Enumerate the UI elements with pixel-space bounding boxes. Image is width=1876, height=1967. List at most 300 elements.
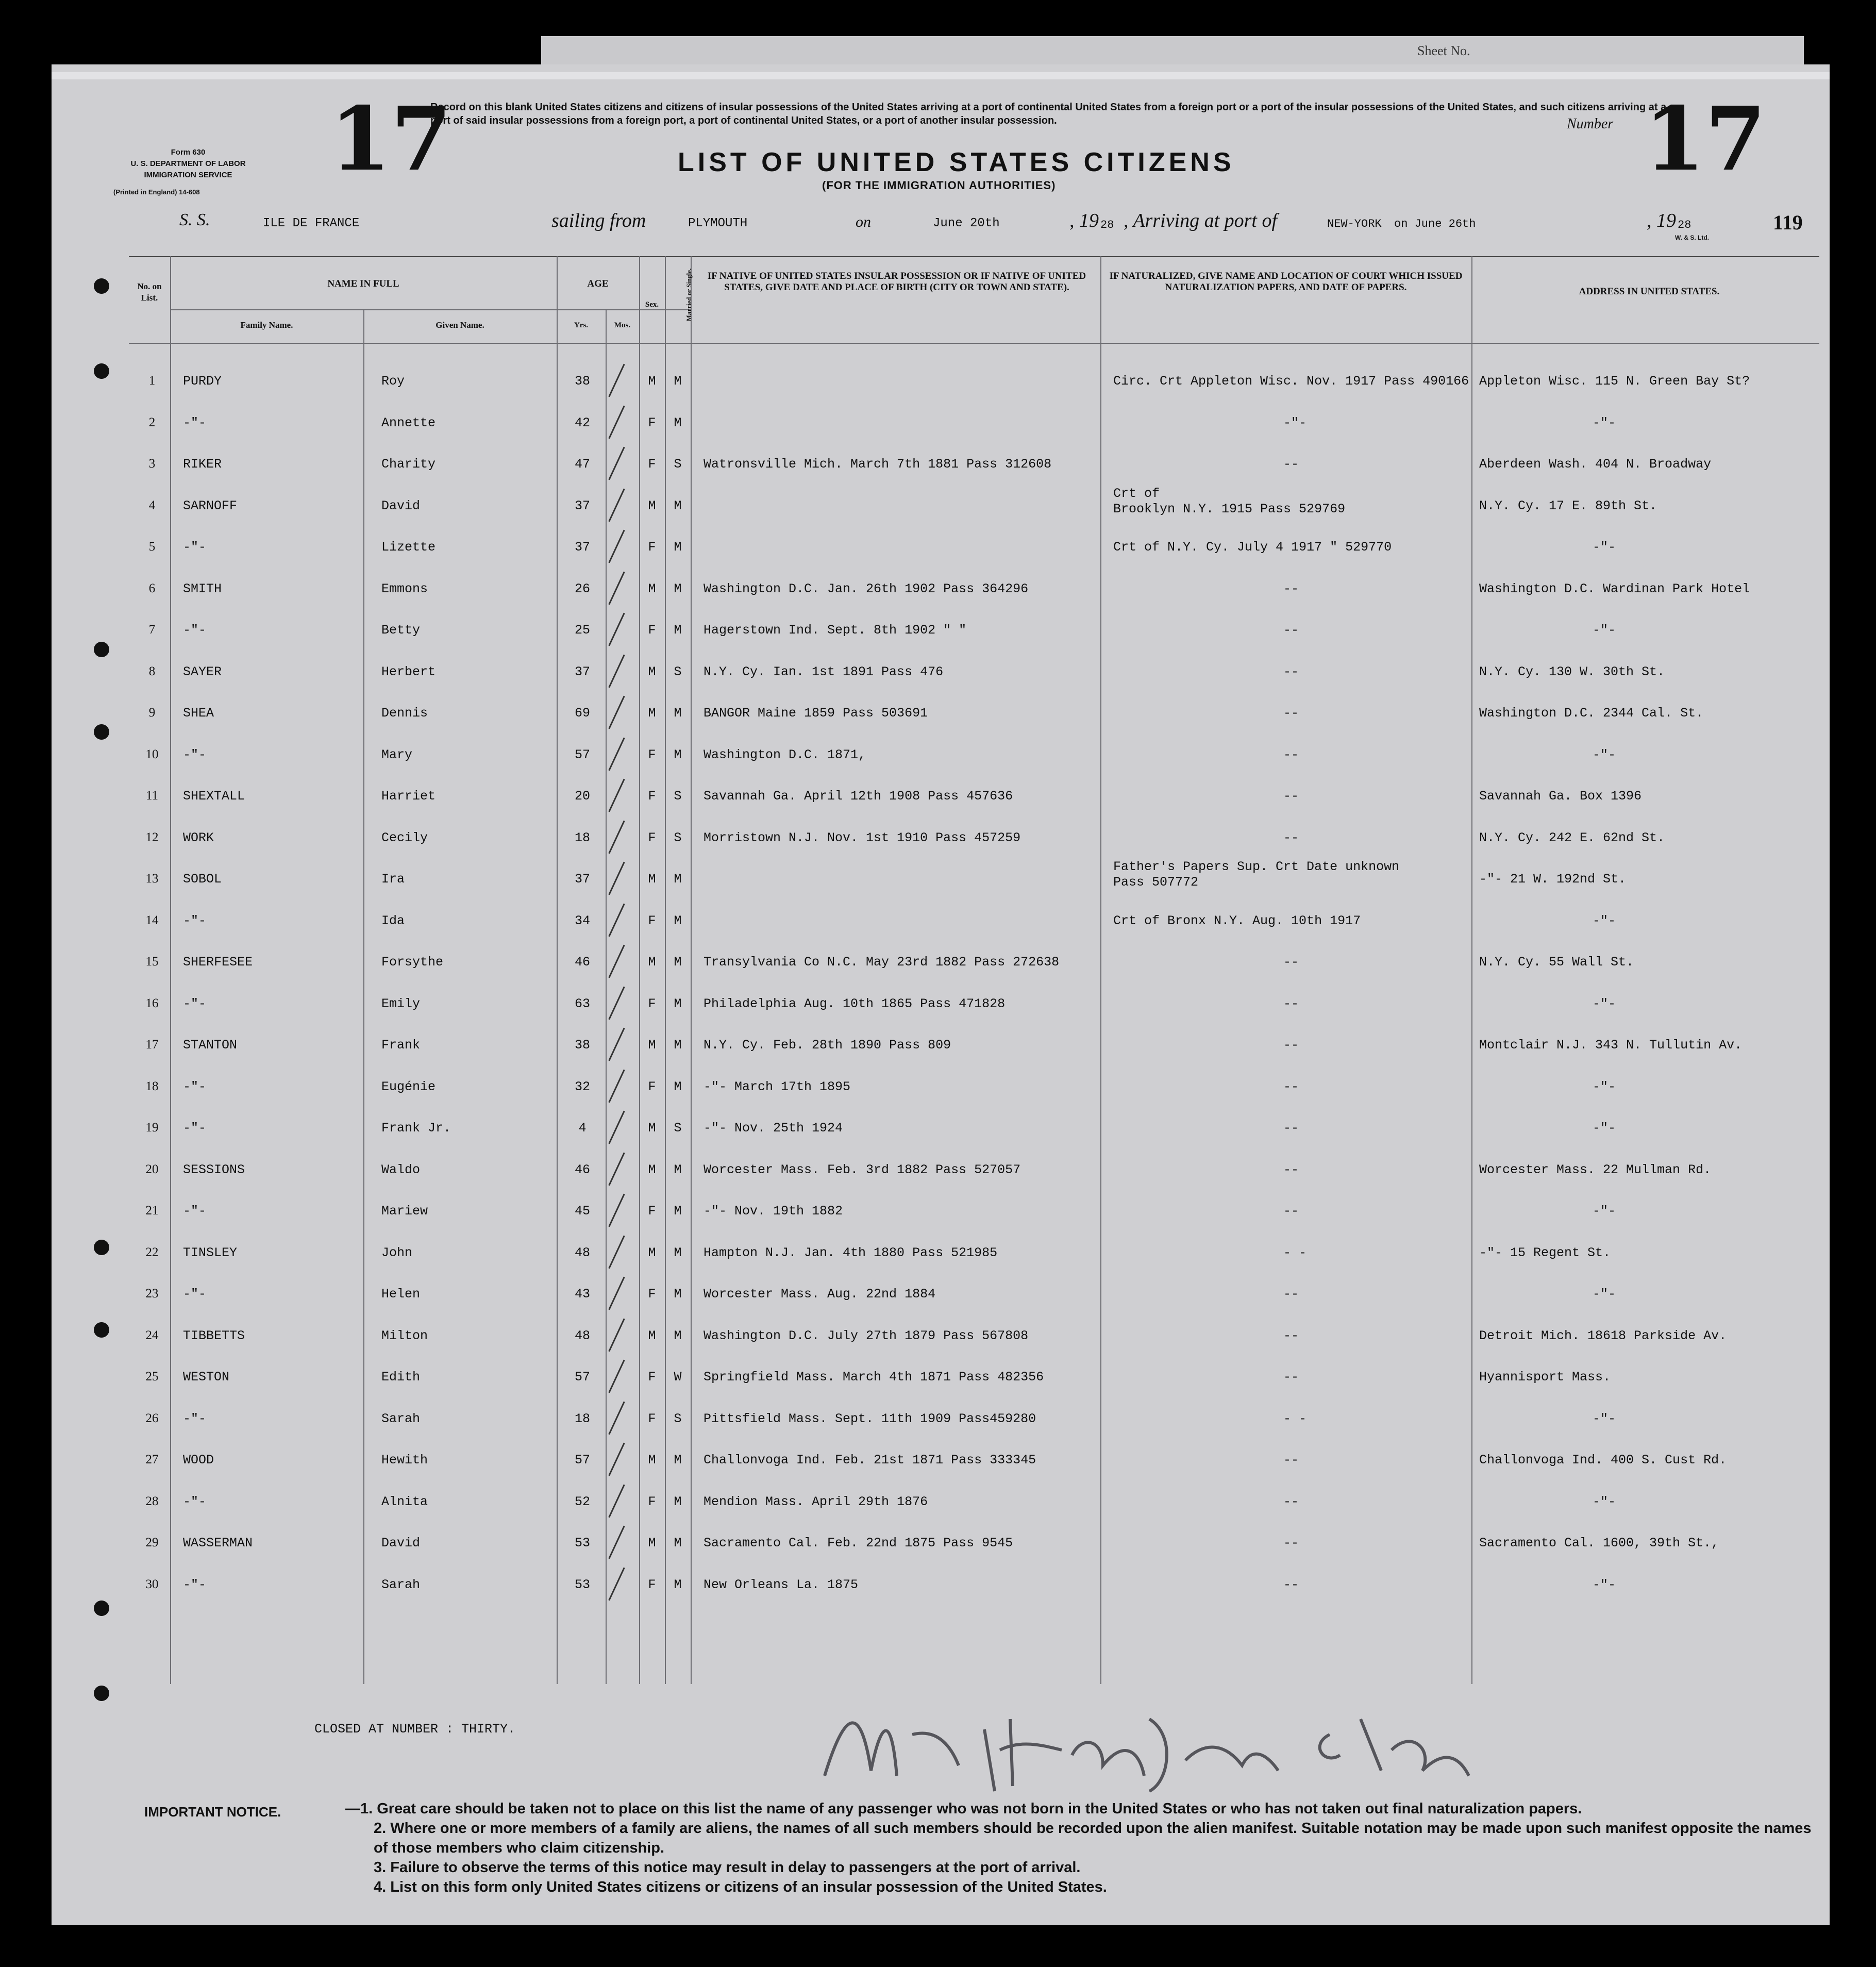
given-name: Cecily [381, 830, 428, 845]
marital-status: M [674, 1577, 682, 1592]
sex: M [648, 1453, 656, 1468]
family-name: -"- [183, 415, 207, 430]
marital-status: S [674, 1411, 682, 1426]
row-number: 4 [148, 498, 156, 512]
marital-status: M [674, 913, 682, 928]
sex: F [648, 1287, 656, 1302]
address: Washington D.C. 2344 Cal. St. [1479, 706, 1704, 721]
age-years: 37 [574, 540, 590, 555]
birth-details: -"- Nov. 25th 1924 [703, 1121, 843, 1136]
table-row [52, 576, 1830, 618]
signature [814, 1688, 1484, 1816]
table-row [52, 1406, 1830, 1447]
sex: M [648, 664, 656, 679]
row-number: 1 [148, 374, 156, 388]
family-name: SOBOL [183, 872, 222, 887]
printed-note: (Printed in England) 14-608 [113, 188, 200, 196]
closed-note: CLOSED AT NUMBER : THIRTY. [314, 1722, 516, 1737]
marital-status: M [674, 498, 682, 513]
check-mark [608, 820, 625, 854]
address: N.Y. Cy. 242 E. 62nd St. [1479, 830, 1665, 845]
sex: F [648, 747, 656, 762]
address: -"- [1593, 623, 1616, 638]
naturalization-details: -- [1283, 1453, 1299, 1468]
row-number: 8 [148, 664, 156, 678]
address: -"- 15 Regent St. [1479, 1245, 1611, 1260]
list-number-right: 17 [1644, 88, 1766, 191]
row-number: 30 [145, 1577, 159, 1591]
naturalization-details: -- [1283, 1162, 1299, 1177]
birth-details: Washington D.C. July 27th 1879 Pass 567808 [703, 1328, 1029, 1343]
col-header-naturalized: IF NATURALIZED, GIVE NAME AND LOCATION OF COURT WHICH ISSUED NATURALIZATION PAPERS, AND DATE OF PAPERS. [1109, 271, 1463, 293]
marital-status: S [674, 789, 682, 804]
age-years: 43 [574, 1287, 590, 1302]
given-name: Roy [381, 374, 405, 389]
check-mark [608, 405, 625, 439]
table-row [52, 1240, 1830, 1281]
naturalization-details: -- [1283, 1204, 1299, 1219]
age-years: 46 [574, 955, 590, 970]
row-number: 2 [148, 415, 156, 429]
marital-status: M [674, 1079, 682, 1094]
age-years: 52 [574, 1494, 590, 1509]
printer-mark: W. & S. Ltd. [1675, 234, 1709, 241]
row-number: 28 [145, 1494, 159, 1508]
marital-status: M [674, 1162, 682, 1177]
marital-status: M [674, 1328, 682, 1343]
age-years: 37 [574, 498, 590, 513]
family-name: -"- [183, 1577, 207, 1592]
naturalization-details: Crt of Bronx N.Y. Aug. 10th 1917 [1113, 913, 1361, 928]
sex: M [648, 1536, 656, 1551]
given-name: Helen [381, 1287, 421, 1302]
marital-status: S [674, 664, 682, 679]
sail-year: 28 [1100, 219, 1114, 231]
birth-details: -"- Nov. 19th 1882 [703, 1204, 843, 1219]
sex: M [648, 1245, 656, 1260]
naturalization-details: - - [1283, 1411, 1307, 1426]
check-mark [608, 737, 625, 771]
birth-details: Springfield Mass. March 4th 1871 Pass 482356 [703, 1370, 1044, 1385]
family-name: PURDY [183, 374, 222, 389]
given-name: Sarah [381, 1411, 421, 1426]
family-name: -"- [183, 913, 207, 928]
family-name: STANTON [183, 1038, 238, 1053]
family-name: SHERFESEE [183, 955, 253, 970]
family-name: SHEXTALL [183, 789, 245, 804]
address: -"- [1593, 996, 1616, 1011]
family-name: -"- [183, 623, 207, 638]
sex: F [648, 623, 656, 638]
age-years: 46 [574, 1162, 590, 1177]
family-name: SMITH [183, 581, 222, 596]
address: -"- [1593, 1494, 1616, 1509]
birth-details: Challonvoga Ind. Feb. 21st 1871 Pass 333345 [703, 1453, 1036, 1468]
address: -"- [1593, 1287, 1616, 1302]
birth-details: Worcester Mass. Aug. 22nd 1884 [703, 1287, 936, 1302]
family-name: -"- [183, 1204, 207, 1219]
row-number: 18 [145, 1079, 159, 1093]
arrival-year-prefix: , 19 [1647, 210, 1676, 231]
birth-details: Mendion Mass. April 29th 1876 [703, 1494, 928, 1509]
birth-details: N.Y. Cy. Ian. 1st 1891 Pass 476 [703, 664, 944, 679]
given-name: Lizette [381, 540, 436, 555]
address: N.Y. Cy. 55 Wall St. [1479, 955, 1634, 970]
naturalization-details: Crt of N.Y. Cy. July 4 1917 " 529770 [1113, 540, 1392, 555]
naturalization-details: -- [1283, 623, 1299, 638]
table-row [52, 701, 1830, 742]
family-name: SHEA [183, 706, 214, 721]
given-name: John [381, 1245, 413, 1260]
naturalization-details: -- [1283, 1577, 1299, 1592]
marital-status: S [674, 457, 682, 472]
row-number: 3 [148, 457, 156, 471]
row-number: 12 [145, 830, 159, 844]
given-name: Betty [381, 623, 421, 638]
address: -"- 21 W. 192nd St. [1479, 872, 1627, 887]
age-years: 42 [574, 415, 590, 430]
age-years: 53 [574, 1536, 590, 1551]
table-row [52, 1364, 1830, 1406]
ss-label: S. S. [179, 210, 210, 229]
check-mark [608, 1111, 625, 1144]
naturalization-details: Father's Papers Sup. Crt Date unknown [1113, 859, 1400, 874]
given-name: Frank Jr. [381, 1121, 451, 1136]
naturalization-details: -- [1283, 1370, 1299, 1385]
age-years: 38 [574, 1038, 590, 1053]
marital-status: M [674, 581, 682, 596]
col-header-address: ADDRESS IN UNITED STATES. [1579, 286, 1720, 297]
age-years: 38 [574, 374, 590, 389]
family-name: -"- [183, 996, 207, 1011]
age-years: 26 [574, 581, 590, 596]
age-years: 57 [574, 1453, 590, 1468]
naturalization-details: -- [1283, 1121, 1299, 1136]
age-years: 34 [574, 913, 590, 928]
marital-status: M [674, 1494, 682, 1509]
birth-details: BANGOR Maine 1859 Pass 503691 [703, 706, 928, 721]
table-row [52, 1323, 1830, 1364]
marital-status: S [674, 1121, 682, 1136]
sex: F [648, 1079, 656, 1094]
row-number: 15 [145, 955, 159, 969]
marital-status: M [674, 872, 682, 887]
notice-item-2: 2. Where one or more members of a family are aliens, the names of all such members should be recorded upon the alien manifest. Suitable notation may be made upon such manifest opposite the names of those members who claim citizenship. [374, 1820, 1812, 1856]
table-row [52, 1198, 1830, 1240]
family-name: WESTON [183, 1370, 230, 1385]
given-name: Hewith [381, 1453, 428, 1468]
family-name: -"- [183, 540, 207, 555]
sex: F [648, 1494, 656, 1509]
marital-status: M [674, 1204, 682, 1219]
birth-details: New Orleans La. 1875 [703, 1577, 859, 1592]
sex: M [648, 374, 656, 389]
given-name: Mary [381, 747, 413, 762]
table-row [52, 949, 1830, 991]
address: Washington D.C. Wardinan Park Hotel [1479, 581, 1750, 596]
name-header-rule [170, 309, 691, 310]
address: -"- [1593, 415, 1616, 430]
marital-status: M [674, 1038, 682, 1053]
check-mark [608, 1360, 625, 1393]
check-mark [608, 1028, 625, 1061]
marital-status: M [674, 747, 682, 762]
family-name: WORK [183, 830, 214, 845]
address: -"- [1593, 913, 1616, 928]
family-name: SESSIONS [183, 1162, 245, 1177]
given-name: Ida [381, 913, 405, 928]
marital-status: M [674, 1536, 682, 1551]
row-number: 10 [145, 747, 159, 761]
marital-status: S [674, 830, 682, 845]
row-number: 16 [145, 996, 159, 1010]
family-name: SAYER [183, 664, 222, 679]
naturalization-details: -- [1283, 789, 1299, 804]
naturalization-details: -"- [1283, 415, 1307, 430]
table-row [52, 784, 1830, 825]
col-header-mos: Mos. [614, 321, 631, 329]
sailing-port: PLYMOUTH [688, 216, 748, 230]
table-row [52, 1032, 1830, 1074]
birth-details: Savannah Ga. April 12th 1908 Pass 457636 [703, 789, 1013, 804]
age-years: 37 [574, 872, 590, 887]
age-years: 63 [574, 996, 590, 1011]
sex: M [648, 1038, 656, 1053]
given-name: David [381, 1536, 421, 1551]
sheet-top-edge [52, 72, 1830, 79]
notice-label: IMPORTANT NOTICE. [144, 1804, 281, 1820]
row-number: 5 [148, 540, 156, 554]
age-years: 45 [574, 1204, 590, 1219]
birth-details: Pittsfield Mass. Sept. 11th 1909 Pass459280 [703, 1411, 1036, 1426]
check-mark [608, 696, 625, 729]
table-row [52, 1074, 1830, 1115]
row-number: 23 [145, 1287, 159, 1301]
table-row [52, 659, 1830, 701]
naturalization-details: Circ. Crt Appleton Wisc. Nov. 1917 Pass 490166 [1113, 374, 1469, 389]
binder-hole [94, 1240, 109, 1255]
sex: M [648, 1328, 656, 1343]
given-name: Frank [381, 1038, 421, 1053]
naturalization-details-line2: Brooklyn N.Y. 1915 Pass 529769 [1113, 501, 1346, 516]
family-name: WASSERMAN [183, 1536, 253, 1551]
naturalization-details: -- [1283, 664, 1299, 679]
check-mark [608, 862, 625, 895]
row-number: 24 [145, 1328, 159, 1342]
on-label: on [856, 213, 871, 230]
check-mark [608, 1277, 625, 1310]
col-header-name: NAME IN FULL [327, 278, 399, 289]
table-row [52, 535, 1830, 576]
naturalization-details: -- [1283, 1536, 1299, 1551]
check-mark [608, 488, 625, 522]
sex: M [648, 1162, 656, 1177]
signature-drawing [814, 1688, 1484, 1802]
naturalization-details: -- [1283, 996, 1299, 1011]
stamp-number: 119 [1773, 211, 1803, 234]
check-mark [608, 1152, 625, 1186]
binder-hole [94, 1322, 109, 1338]
marital-status: M [674, 374, 682, 389]
birth-details: N.Y. Cy. Feb. 28th 1890 Pass 809 [703, 1038, 951, 1053]
check-mark [608, 654, 625, 688]
given-name: Edith [381, 1370, 421, 1385]
naturalization-details: -- [1283, 1287, 1299, 1302]
given-name: Annette [381, 415, 436, 430]
age-years: 37 [574, 664, 590, 679]
sex: M [648, 872, 656, 887]
sex: F [648, 996, 656, 1011]
birth-details: Morristown N.J. Nov. 1st 1910 Pass 457259 [703, 830, 1021, 845]
col-header-yrs: Yrs. [574, 321, 589, 329]
binder-hole [94, 278, 109, 294]
birth-details: Washington D.C. 1871, [703, 747, 866, 762]
sex: F [648, 1370, 656, 1385]
marital-status: M [674, 706, 682, 721]
marital-status: W [674, 1370, 682, 1385]
address: -"- [1593, 1204, 1616, 1219]
col-header-family: Family Name. [240, 320, 293, 330]
family-name: -"- [183, 1121, 207, 1136]
given-name: Emily [381, 996, 421, 1011]
family-name: TIBBETTS [183, 1328, 245, 1343]
sheet-no-label: Sheet No. [1417, 43, 1470, 58]
row-number: 11 [145, 789, 159, 803]
row-number: 27 [145, 1453, 159, 1466]
col-header-birth: IF NATIVE OF UNITED STATES INSULAR POSSESSION OR IF NATIVE OF UNITED STATES, GIVE DATE AND PLACE OF BIRTH (CITY OR TOWN AND STATE). [707, 271, 1086, 293]
family-name: -"- [183, 1411, 207, 1426]
binder-hole [94, 724, 109, 740]
row-number: 14 [145, 913, 159, 927]
age-years: 20 [574, 789, 590, 804]
address: N.Y. Cy. 130 W. 30th St. [1479, 664, 1665, 679]
given-name: Eugénie [381, 1079, 436, 1094]
sex: F [648, 1577, 656, 1592]
form-id-block [113, 147, 263, 181]
address: Aberdeen Wash. 404 N. Broadway [1479, 457, 1712, 472]
family-name: WOOD [183, 1453, 214, 1468]
check-mark [608, 986, 625, 1020]
check-mark [608, 1443, 625, 1476]
table-row [52, 1281, 1830, 1323]
age-years: 57 [574, 747, 590, 762]
birth-details: Sacramento Cal. Feb. 22nd 1875 Pass 9545 [703, 1536, 1013, 1551]
page-title: LIST OF UNITED STATES CITIZENS [678, 147, 1235, 177]
address: -"- [1593, 1411, 1616, 1426]
number-label: Number [1567, 116, 1614, 132]
given-name: Harriet [381, 789, 436, 804]
table-row [52, 825, 1830, 866]
naturalization-details: -- [1283, 830, 1299, 845]
binder-hole [94, 363, 109, 379]
given-name: Sarah [381, 1577, 421, 1592]
age-years: 4 [578, 1121, 587, 1136]
table-row [52, 618, 1830, 659]
address: Montclair N.J. 343 N. Tullutin Av. [1479, 1038, 1743, 1053]
row-number: 22 [145, 1245, 159, 1259]
given-name: Alnita [381, 1494, 428, 1509]
check-mark [608, 1069, 625, 1103]
arrival-date: on June 26th [1394, 218, 1476, 230]
naturalization-details: -- [1283, 1494, 1299, 1509]
family-name: -"- [183, 1494, 207, 1509]
notice-item-1: —1. Great care should be taken not to place on this list the name of any passenger who was not born in the United States or who has not taken out final naturalization papers. [345, 1801, 1582, 1817]
table-row [52, 859, 1830, 908]
service-name: IMMIGRATION SERVICE [144, 171, 232, 179]
table-row [52, 1572, 1830, 1613]
binder-hole [94, 1601, 109, 1616]
given-name: Dennis [381, 706, 428, 721]
family-name: TINSLEY [183, 1245, 238, 1260]
age-years: 69 [574, 706, 590, 721]
sex: F [648, 457, 656, 472]
sex: F [648, 1204, 656, 1219]
birth-details: Watronsville Mich. March 7th 1881 Pass 312608 [703, 457, 1052, 472]
row-number: 17 [145, 1038, 159, 1052]
check-mark [608, 779, 625, 812]
given-name: David [381, 498, 421, 513]
row-number: 25 [145, 1370, 159, 1383]
address: Savannah Ga. Box 1396 [1479, 789, 1642, 804]
binder-hole [94, 642, 109, 657]
marital-status: M [674, 415, 682, 430]
department-name: U. S. DEPARTMENT OF LABOR [130, 159, 246, 168]
table-row [52, 742, 1830, 784]
binder-hole [94, 1686, 109, 1701]
given-name: Ira [381, 872, 405, 887]
table-row [52, 991, 1830, 1032]
age-years: 47 [574, 457, 590, 472]
address: Challonvoga Ind. 400 S. Cust Rd. [1479, 1453, 1727, 1468]
naturalization-details: -- [1283, 1038, 1299, 1053]
col-header-married: Married or Single. [685, 268, 693, 322]
arrival-year: 28 [1678, 219, 1691, 231]
form-number: Form 630 [171, 148, 206, 157]
address: -"- [1593, 1079, 1616, 1094]
page-subtitle: (FOR THE IMMIGRATION AUTHORITIES) [822, 179, 1056, 192]
check-mark [608, 571, 625, 605]
ship-line [52, 206, 1830, 242]
sex: M [648, 955, 656, 970]
table-row [52, 410, 1830, 452]
check-mark [608, 1526, 625, 1559]
col-header-sex: Sex. [645, 301, 659, 309]
given-name: Forsythe [381, 955, 444, 970]
table-row [52, 486, 1830, 535]
check-mark [608, 1567, 625, 1601]
row-number: 26 [145, 1411, 159, 1425]
birth-details: Hampton N.J. Jan. 4th 1880 Pass 521985 [703, 1245, 998, 1260]
address: N.Y. Cy. 17 E. 89th St. [1479, 498, 1657, 513]
row-number: 13 [145, 872, 159, 886]
check-mark [608, 447, 625, 480]
address: Detroit Mich. 18618 Parkside Av. [1479, 1328, 1727, 1343]
row-number: 9 [148, 706, 156, 720]
sex: F [648, 415, 656, 430]
check-mark [608, 1484, 625, 1518]
row-number: 29 [145, 1536, 159, 1549]
check-mark [608, 530, 625, 563]
naturalization-details: -- [1283, 747, 1299, 762]
check-mark [608, 1401, 625, 1435]
naturalization-details: -- [1283, 581, 1299, 596]
family-name: SARNOFF [183, 498, 238, 513]
marital-status: M [674, 1287, 682, 1302]
given-name: Emmons [381, 581, 428, 596]
table-row [52, 1447, 1830, 1489]
row-number: 21 [145, 1204, 159, 1218]
table-row [52, 908, 1830, 949]
